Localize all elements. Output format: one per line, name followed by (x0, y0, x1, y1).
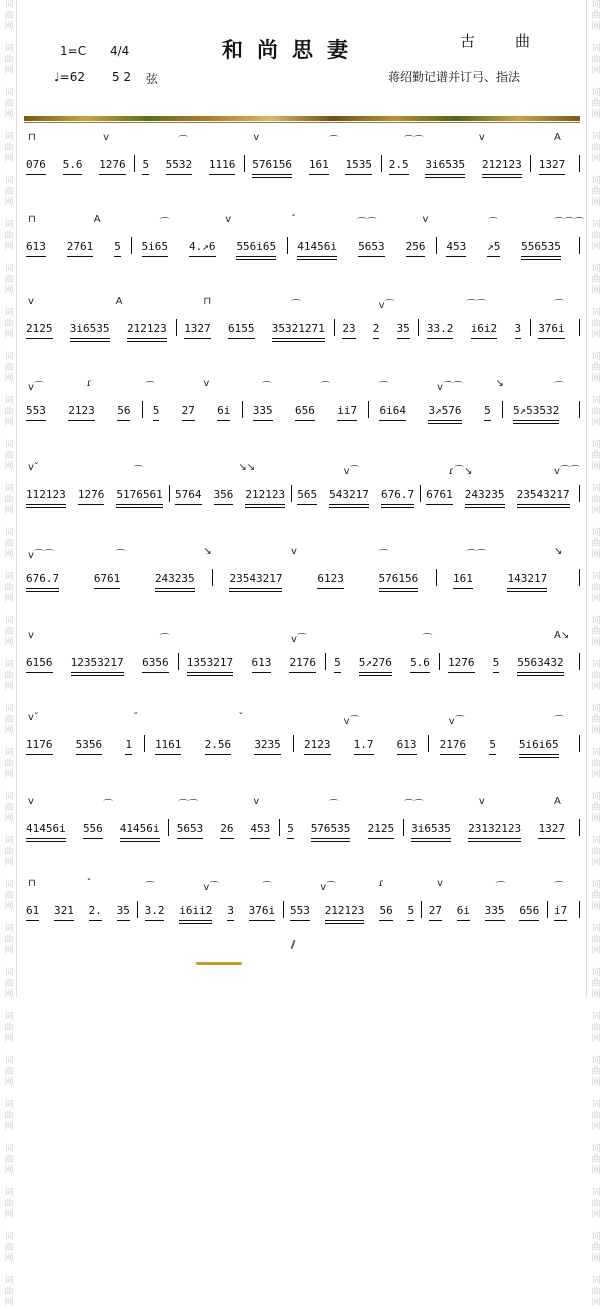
bowing-mark: v⌒ (291, 634, 307, 645)
note-group: 2761 (67, 240, 94, 253)
note-group: 6i64 (379, 404, 406, 417)
bowing-mark: v⌒ (203, 882, 220, 893)
note-group: 6356 (142, 656, 169, 669)
bowing-mark: ⌒⌒ (403, 800, 424, 811)
bowing-mark: ⌒ (328, 800, 339, 811)
note-group: 212123 (245, 488, 285, 501)
bar-line (325, 653, 326, 670)
bar-line (502, 401, 503, 418)
bar-line (579, 155, 580, 172)
note-group: 1327 (538, 822, 565, 835)
string-tuning-label: 弦 (146, 72, 159, 86)
bowing-mark: ↘↘ (238, 462, 256, 473)
note-group: 26 (220, 822, 233, 835)
bar-line (436, 569, 437, 586)
note-group: 556535 (521, 240, 561, 253)
bar-line (137, 901, 138, 918)
note-group: 1535 (345, 158, 372, 171)
bowing-mark: ⊓ (28, 878, 36, 889)
bowing-mark: A (554, 132, 561, 143)
note-group: 376i (249, 904, 276, 917)
bowing-mark: ɾ (378, 878, 384, 889)
bowing-mark: A (93, 214, 101, 225)
bowing-mark: ˇ (86, 878, 92, 889)
note-group: 556i65 (236, 240, 276, 253)
page-title: 和尚思妻 (222, 37, 362, 62)
bowing-mark: ⌒⌒ (178, 800, 199, 811)
note-group: 23543217 (517, 488, 570, 501)
bowing-mark: ⌒ (178, 136, 189, 147)
bowing-mark: ɾ (86, 378, 92, 389)
note-group: 613 (26, 240, 46, 253)
bar-line (579, 319, 580, 336)
note-group: 6123 (317, 572, 344, 585)
bowing-mark: v (103, 132, 110, 143)
time-signature: 4/4 (110, 44, 130, 58)
bowing-mark: vˇ (28, 712, 39, 723)
bar-line (579, 819, 580, 836)
bowing-mark: ⊓ (28, 214, 36, 225)
note-group: 5 (407, 904, 414, 917)
bowing-mark: ⌒ (422, 634, 433, 645)
note-group: 1353217 (187, 656, 233, 669)
score-row (24, 378, 580, 432)
note-group: 23 (342, 322, 355, 335)
bar-line (439, 653, 440, 670)
note-group: 161 (453, 572, 473, 585)
note-group: 1276 (99, 158, 126, 171)
bowing-mark: ⌒ (488, 218, 499, 229)
note-group: 1.7 (354, 738, 374, 751)
key-signature: 1=C (60, 44, 87, 58)
note-group: 565 (297, 488, 317, 501)
note-group: 12353217 (71, 656, 124, 669)
bowing-mark: vˇ (28, 462, 39, 473)
note-group: 576156 (252, 158, 292, 171)
bar-line (168, 819, 169, 836)
note-group: 5 (489, 738, 496, 751)
bowing-mark: v (437, 878, 444, 889)
bowing-mark: ⌒ (328, 136, 339, 147)
note-group: 212123 (482, 158, 522, 171)
note-group: 5i65 (142, 240, 169, 253)
note-group: 2123 (304, 738, 331, 751)
footer-ornament (196, 962, 242, 965)
note-group: 1327 (539, 158, 566, 171)
note-group: 613 (252, 656, 272, 669)
note-group: 2. (89, 904, 102, 917)
note-group: 23543217 (229, 572, 282, 585)
score-row (24, 796, 580, 850)
bar-line (334, 319, 335, 336)
note-group: 5532 (166, 158, 193, 171)
note-group: ↗5 (487, 240, 500, 253)
note-group: 553 (290, 904, 310, 917)
bar-line (428, 735, 429, 752)
note-group: 6i (457, 904, 470, 917)
note-group: 1327 (184, 322, 211, 335)
bowing-mark: A (115, 296, 123, 307)
bar-line (579, 569, 580, 586)
note-group: i6ii2 (179, 904, 212, 917)
bowing-mark: ↘ (495, 378, 504, 389)
decorative-band (24, 116, 580, 121)
bowing-mark: ⌒ (103, 800, 114, 811)
bowing-mark: ⌒ (115, 550, 126, 561)
bowing-mark: ˇ (133, 712, 139, 723)
note-group: ii7 (337, 404, 357, 417)
bar-line (169, 485, 170, 502)
bar-line (547, 901, 548, 918)
bar-line (176, 319, 177, 336)
note-group: 6i (217, 404, 230, 417)
bowing-mark: A↘ (554, 630, 570, 641)
bowing-mark: ⌒ (554, 882, 564, 893)
bar-line (291, 485, 292, 502)
note-group: 656 (519, 904, 539, 917)
note-group: 23132123 (468, 822, 521, 835)
margin-rule-right (586, 0, 587, 997)
bowing-mark: v⌒⌒ (28, 550, 54, 561)
note-group: 256 (406, 240, 426, 253)
bowing-mark: ⌒ (133, 466, 144, 477)
note-group: 5↗53532 (513, 404, 559, 417)
note-group: 376i (538, 322, 565, 335)
bowing-mark: ⌒ (159, 634, 170, 645)
bowing-mark: v (28, 296, 34, 307)
bar-line (244, 155, 245, 172)
note-group: 2 (373, 322, 380, 335)
note-group: 676.7 (381, 488, 414, 501)
note-group: 676.7 (26, 572, 59, 585)
note-group: 321 (54, 904, 74, 917)
note-group: 5 (334, 656, 341, 669)
bar-line (293, 735, 294, 752)
note-group: 27 (429, 904, 442, 917)
note-group: 112123 (26, 488, 66, 501)
watermark-right: 词 曲 网 词 曲 网 词 曲 网 词 曲 网 词 曲 网 词 曲 网 词 曲 网 词 曲 网 词 曲 网 词 曲 网 词 曲 网 词 曲 网 词 曲 网 词 曲 网 词 曲 网 词 曲 网 词 曲 网 词 曲 网 词 曲 网 词 曲 网 词 曲 网 词 曲 网 词 曲 网 词 曲 网 词 曲 网 词 曲 网 词 曲 网 词 曲 网 词 曲 网 词 曲 网 (591, 0, 601, 1308)
bowing-mark: ⌒⌒ (403, 136, 424, 147)
note-group: 3i6535 (411, 822, 451, 835)
note-group: 5 (153, 404, 160, 417)
bowing-mark: v (478, 132, 485, 143)
note-group: 2176 (289, 656, 316, 669)
note-group: 3 (515, 322, 522, 335)
bowing-mark: ⌒ (261, 882, 272, 893)
note-group: 27 (182, 404, 195, 417)
note-group: 41456i (297, 240, 337, 253)
note-group: 5 (287, 822, 294, 835)
note-group: i7 (554, 904, 567, 917)
bowing-mark: v⌒⌒ (554, 466, 580, 477)
note-group: 1176 (26, 738, 53, 751)
bowing-mark: v (478, 796, 485, 807)
bar-line (134, 155, 135, 172)
note-group: 5653 (177, 822, 204, 835)
note-group: 6155 (228, 322, 255, 335)
bar-line (283, 901, 284, 918)
score-row (24, 878, 580, 932)
bar-line (530, 319, 531, 336)
footer-mark (291, 940, 296, 949)
note-group: 613 (397, 738, 417, 751)
editor-credit: 蒋绍勤记谱并订弓、指法 (388, 70, 521, 84)
note-group: 1276 (78, 488, 105, 501)
score-row (24, 630, 580, 684)
bar-line (279, 819, 280, 836)
bar-line (131, 237, 132, 254)
note-group: 143217 (507, 572, 547, 585)
bowing-mark: ⌒⌒ (356, 218, 377, 229)
bowing-mark: ⌒ (554, 716, 564, 727)
note-group: 5563432 (517, 656, 563, 669)
note-group: 2125 (26, 322, 53, 335)
note-group: 243235 (465, 488, 505, 501)
bar-line (403, 819, 404, 836)
note-group: 3 (227, 904, 234, 917)
bowing-mark: ⊓ (203, 296, 212, 307)
bar-line (436, 237, 437, 254)
bowing-mark: v (28, 796, 34, 807)
note-group: 3↗576 (428, 404, 461, 417)
bar-line (579, 735, 580, 752)
bowing-mark: ↘ (554, 546, 563, 557)
note-group: 2.56 (205, 738, 232, 751)
bowing-mark: v⌒ (343, 716, 360, 727)
note-group: 6761 (426, 488, 453, 501)
note-group: 1 (125, 738, 132, 751)
bowing-mark: v (291, 546, 297, 557)
bowing-mark: ⊓ (28, 132, 36, 143)
string-tuning: 5 2 (112, 70, 132, 84)
note-group: 076 (26, 158, 46, 171)
bar-line (579, 653, 580, 670)
note-group: 5 (114, 240, 121, 253)
note-group: 3i6535 (70, 322, 110, 335)
bowing-mark: v⌒⌒ (437, 382, 464, 393)
bar-line (142, 401, 143, 418)
bowing-mark: v⌒ (448, 716, 465, 727)
bowing-mark: v (28, 630, 34, 641)
bowing-mark: ⌒ (291, 300, 301, 311)
note-group: 2176 (440, 738, 467, 751)
bar-line (212, 569, 213, 586)
note-group: 5.6 (63, 158, 83, 171)
note-group: 3235 (254, 738, 281, 751)
note-group: 5 (484, 404, 491, 417)
bowing-mark: v⌒ (28, 382, 44, 393)
note-group: 5 (142, 158, 149, 171)
note-group: 33.2 (427, 322, 454, 335)
watermark-left: 词 曲 网 词 曲 网 词 曲 网 词 曲 网 词 曲 网 词 曲 网 词 曲 网 词 曲 网 词 曲 网 词 曲 网 词 曲 网 词 曲 网 词 曲 网 词 曲 网 词 曲 网 词 曲 网 词 曲 网 词 曲 网 词 曲 网 词 曲 网 词 曲 网 词 曲 网 词 曲 网 词 曲 网 词 曲 网 词 曲 网 词 曲 网 词 曲 网 词 曲 网 词 曲 网 (4, 0, 14, 1308)
bowing-mark: v (203, 378, 210, 389)
note-group: 5.6 (410, 656, 430, 669)
bar-line (144, 735, 145, 752)
bar-line (579, 401, 580, 418)
score-row (24, 296, 580, 350)
bar-line (530, 155, 531, 172)
note-group: 1161 (155, 738, 182, 751)
bar-line (418, 319, 419, 336)
bowing-mark: ⌒ (320, 382, 331, 393)
note-group: 2123 (68, 404, 95, 417)
note-group: 161 (309, 158, 329, 171)
bowing-mark: ↘ (203, 546, 212, 557)
bowing-mark: v⌒ (320, 882, 337, 893)
bowing-mark: ɾ⌒↘ (448, 466, 473, 477)
note-group: 335 (485, 904, 505, 917)
note-group: 556 (83, 822, 103, 835)
note-group: 335 (253, 404, 273, 417)
note-group: 56 (379, 904, 392, 917)
note-group: 2125 (368, 822, 395, 835)
bar-line (579, 901, 580, 918)
note-group: 453 (446, 240, 466, 253)
note-group: 35 (397, 322, 410, 335)
bowing-mark: ⌒⌒⌒ (554, 218, 584, 229)
bowing-mark: ⌒ (144, 882, 155, 893)
note-group: 1276 (448, 656, 475, 669)
note-group: 61 (26, 904, 39, 917)
bar-line (579, 485, 580, 502)
note-group: 2.5 (389, 158, 409, 171)
bowing-mark: v (225, 214, 232, 225)
bar-line (287, 237, 288, 254)
note-group: 5653 (358, 240, 385, 253)
margin-rule-left (16, 0, 17, 997)
bowing-mark: ⌒ (378, 382, 389, 393)
note-group: 5356 (76, 738, 103, 751)
era-label: 古曲 (460, 32, 571, 50)
note-group: 41456i (120, 822, 160, 835)
bar-line (421, 901, 422, 918)
note-group: 35321271 (272, 322, 325, 335)
note-group: 5176561 (116, 488, 162, 501)
note-group: 356 (214, 488, 234, 501)
bar-line (420, 485, 421, 502)
note-group: 3.2 (145, 904, 165, 917)
note-group: 543217 (329, 488, 369, 501)
bowing-mark: v (253, 796, 260, 807)
bowing-mark: v (422, 214, 429, 225)
score-row (24, 712, 580, 766)
bowing-mark: v⌒ (343, 466, 360, 477)
bowing-mark: ⌒ (495, 882, 506, 893)
bowing-mark: ⌒⌒ (466, 300, 487, 311)
bowing-mark: ˇ (291, 214, 296, 225)
note-group: 3i6535 (425, 158, 465, 171)
note-group: 212123 (127, 322, 167, 335)
score-row (24, 462, 580, 516)
note-group: 212123 (325, 904, 365, 917)
note-group: 56 (117, 404, 130, 417)
note-group: 5764 (175, 488, 202, 501)
bowing-mark: v⌒ (378, 300, 395, 311)
bar-line (381, 155, 382, 172)
bowing-mark: ⌒ (554, 382, 564, 393)
decorative-band-rule (24, 122, 580, 123)
note-group: i6i2 (471, 322, 498, 335)
bowing-mark: ⌒ (378, 550, 389, 561)
note-group: 5 (493, 656, 500, 669)
note-group: 35 (117, 904, 130, 917)
bar-line (579, 237, 580, 254)
bar-line (368, 401, 369, 418)
bowing-mark: ˇ (238, 712, 244, 723)
note-group: 6761 (94, 572, 121, 585)
bowing-mark: ⌒ (159, 218, 170, 229)
bowing-mark: ⌒ (554, 300, 564, 311)
score-row (24, 132, 580, 186)
note-group: 553 (26, 404, 46, 417)
bowing-mark: A (554, 796, 561, 807)
note-group: 5i6i65 (519, 738, 559, 751)
note-group: 4.↗6 (189, 240, 216, 253)
bowing-mark: v (253, 132, 260, 143)
note-group: 453 (250, 822, 270, 835)
note-group: 1116 (209, 158, 236, 171)
note-group: 5↗276 (359, 656, 392, 669)
note-group: 656 (295, 404, 315, 417)
note-group: 576535 (311, 822, 351, 835)
note-group: 243235 (155, 572, 195, 585)
tempo-marking: ♩=62 (54, 70, 85, 84)
note-group: 41456i (26, 822, 66, 835)
score-row (24, 546, 580, 600)
note-group: 576156 (379, 572, 419, 585)
bar-line (242, 401, 243, 418)
score-row (24, 214, 584, 268)
bar-line (178, 653, 179, 670)
bowing-mark: ⌒ (144, 382, 155, 393)
bowing-mark: ⌒⌒ (466, 550, 487, 561)
bowing-mark: ⌒ (261, 382, 272, 393)
note-group: 6156 (26, 656, 53, 669)
